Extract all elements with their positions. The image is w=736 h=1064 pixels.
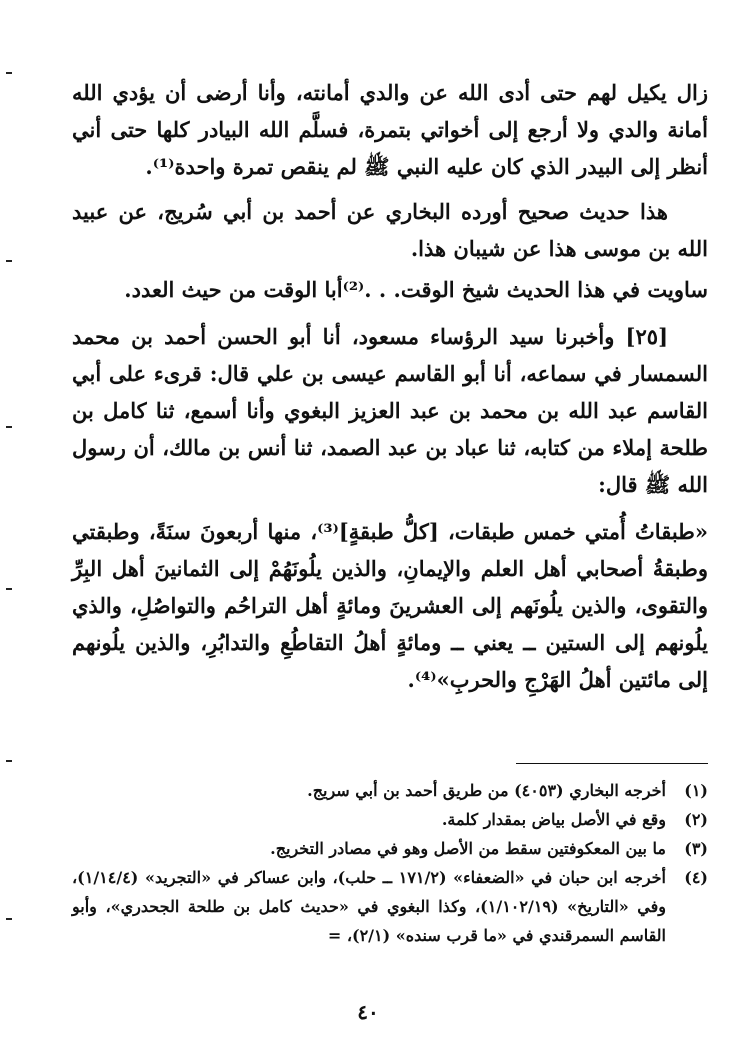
paragraph-hadith-grading: هذا حديث صحيح أورده البخاري عن أحمد بن أبي سُريج، عن عبيد الله بن موسى هذا عن شيبان هذا. — [72, 199, 708, 261]
footnote-number: (١) — [684, 781, 708, 800]
footnote-divider — [516, 763, 708, 764]
paragraph-story-end: زال يكيل لهم حتى أدى الله عن والدي أمانته، وأنا أرضى أن يؤدي الله أمانة والدي ولا أرجع إلى أخواتي بتمرة، فسلَّم الله البيادر كلها حتى أني أنظر إلى البيدر الذي كان عليه النبي ﷺ لم ينقص تمرة واحدة⁽¹⁾. — [72, 80, 708, 179]
margin-mark — [6, 918, 12, 920]
footnote-number: (٣) — [684, 839, 708, 858]
margin-mark — [6, 760, 12, 762]
footnote-item — [72, 834, 708, 863]
page-number: ٤٠ — [357, 1000, 379, 1024]
margin-mark — [6, 426, 12, 428]
margin-mark — [6, 588, 12, 590]
paragraph-hadith-text: «طبقاتُ أُمتي خمس طبقات، [كلُّ طبقةٍ]⁽³⁾، منها أربعونَ سنَةً، وطبقتي وطبقةُ أصحابي أهل العلم والإيمانِ، والذين يلُونَهُمْ إلى الثمانينَ أهل البِرِّ والتقوى، والذين يلُونَهم إلى العشرينَ ومائةٍ أهل التراحُم والتواصُلِ، والذي يلُونهم إلى الستين ــ يعني ــ ومائةٍ أهلُ التقاطُعِ والتدابُرِ، والذين يلُونهم إلى مائتين أهلُ الهَرْجِ والحربِ»⁽⁴⁾. — [72, 519, 709, 692]
footnote-text: أخرجه ابن حبان في «الضعفاء» (١٧١/٢ ــ حلب)، وابن عساكر في «التجريد» (١/١٤/٤)، وفي «التاريخ» (١/١٠٢/١٩)، وكذا البغوي في «حديث كامل بن طلحة الجحدري»، وأبو القاسم السمرقندي في «ما قرب سنده» (٢/١)، = — [72, 868, 667, 945]
footnote-text: وقع في الأصل بياض بمقدار كلمة. — [441, 810, 666, 829]
paragraph-isnad-25: [٢٥] وأخبرنا سيد الرؤساء مسعود، أنا أبو الحسن أحمد بن محمد السمسار في سماعه، أنا أبو القاسم عيسى بن علي قال: قرىء على أبي القاسم عبد الله بن محمد بن عبد العزيز البغوي وأنا أسمع، ثنا كامل بن طلحة إملاء من كتابه، ثنا عباد بن عبد الصمد، ثنا أنس بن مالك، أن رسول الله ﷺ قال: — [72, 324, 708, 497]
paragraph-author-note: ساويت في هذا الحديث شيخ الوقت. . .⁽²⁾أبا الوقت من حيث العدد. — [124, 277, 708, 302]
footnote-item — [72, 776, 708, 805]
footnote-number: (٢) — [684, 810, 708, 829]
footnotes — [72, 776, 708, 950]
footnote-item — [72, 863, 708, 950]
margin-mark — [6, 72, 12, 74]
footnote-text: أخرجه البخاري (٤٠٥٣) من طريق أحمد بن أبي سريج. — [307, 781, 666, 800]
main-text — [72, 74, 708, 698]
margin-mark — [6, 260, 12, 262]
footnote-item — [72, 805, 708, 834]
footnote-number: (٤) — [684, 868, 708, 887]
footnote-text: ما بين المعكوفتين سقط من الأصل وهو في مصادر التخريج. — [270, 839, 666, 858]
